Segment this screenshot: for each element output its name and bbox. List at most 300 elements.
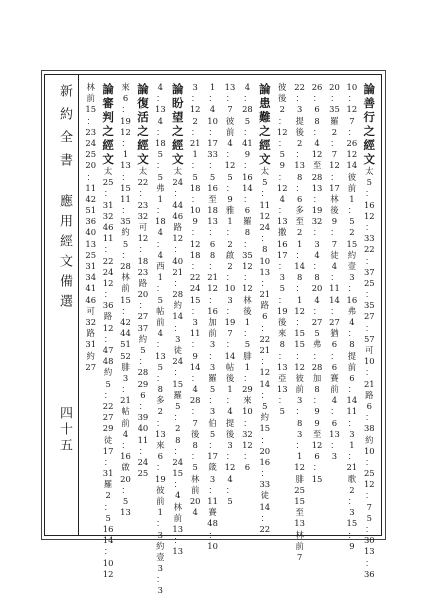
- column-token: 文: [363, 152, 376, 166]
- column-token: ：: [156, 372, 165, 383]
- column-token: 16: [346, 294, 358, 305]
- column-token: ：: [330, 227, 339, 238]
- column-token: ：: [190, 372, 200, 383]
- column-token: ：: [156, 93, 165, 104]
- column-token: 19: [120, 115, 131, 126]
- column-token: 太: [173, 166, 182, 176]
- column-token: 33: [259, 479, 271, 490]
- column-token: 12: [242, 440, 253, 450]
- column-token: ：: [365, 188, 374, 199]
- column-token: 復: [137, 96, 149, 110]
- column-token: 4: [331, 395, 338, 406]
- column-token: 10: [346, 82, 358, 92]
- column-token: 31: [85, 261, 97, 271]
- column-token: 至: [208, 193, 217, 204]
- column-token: 32: [242, 428, 253, 439]
- column-token: 路: [138, 277, 148, 288]
- column-token: 15: [294, 328, 305, 339]
- column-token: ：: [243, 160, 252, 171]
- column-token: 啟: [121, 462, 130, 473]
- running-head: [52, 84, 76, 314]
- column-token: 6: [314, 451, 320, 462]
- column-token: 4: [157, 328, 164, 339]
- column-token: 5: [105, 378, 111, 389]
- column-token: ：: [243, 328, 252, 339]
- column-token: 提: [347, 350, 357, 361]
- column-token: 論: [172, 82, 184, 96]
- column-token: 9: [331, 216, 338, 227]
- margin-divider-line: [78, 74, 79, 536]
- column-token: 5: [157, 294, 164, 305]
- text-column: [344, 82, 360, 551]
- column-token: 3: [209, 339, 216, 350]
- column-token: ：: [173, 535, 182, 546]
- column-token: 3: [227, 440, 233, 450]
- column-token: 前: [156, 495, 165, 506]
- column-token: 5: [122, 238, 129, 249]
- column-token: 文: [137, 152, 149, 166]
- column-token: 13: [155, 350, 166, 361]
- column-token: 1: [157, 507, 164, 518]
- column-token: ：: [208, 93, 217, 104]
- column-token: 15: [346, 518, 358, 529]
- column-token: ：: [208, 126, 217, 137]
- column-token: 活: [137, 110, 149, 124]
- column-token: 17: [102, 445, 114, 456]
- column-token: ：: [312, 462, 322, 473]
- column-token: 前: [208, 328, 217, 339]
- column-token: 林: [190, 473, 200, 484]
- column-token: 5: [262, 177, 268, 188]
- column-token: 15: [172, 378, 184, 389]
- column-token: ：: [138, 188, 148, 199]
- column-token: 文: [259, 152, 271, 166]
- column-token: 3: [227, 294, 233, 305]
- column-token: 15: [172, 468, 184, 479]
- column-token: 13: [276, 361, 288, 372]
- column-token: 後: [278, 93, 287, 104]
- column-token: 46: [102, 221, 114, 232]
- column-token: 15: [311, 473, 323, 484]
- column-token: 9: [314, 406, 320, 417]
- column-token: 腓: [295, 473, 304, 484]
- running-head-text: 新約全書: [57, 84, 72, 176]
- column-token: 雅: [225, 205, 235, 216]
- column-token: 15: [120, 294, 131, 305]
- column-token: 18: [189, 182, 201, 193]
- column-token: 21: [259, 345, 271, 355]
- column-token: 5: [279, 283, 285, 294]
- column-token: 太: [365, 166, 374, 176]
- column-token: ：: [295, 249, 304, 260]
- column-token: 13: [120, 160, 131, 171]
- column-token: 40: [85, 227, 97, 238]
- column-token: 27: [85, 361, 97, 372]
- column-token: 路: [173, 221, 182, 232]
- column-token: 25: [363, 277, 375, 288]
- column-token: 3: [192, 316, 198, 327]
- column-token: 前: [225, 126, 235, 137]
- column-token: 48: [102, 356, 114, 367]
- column-token: 20: [137, 289, 149, 300]
- column-token: 前: [173, 512, 182, 523]
- column-token: 20: [259, 445, 271, 456]
- column-token: 13: [120, 507, 131, 518]
- column-token: 3: [296, 104, 303, 115]
- text-column: [152, 82, 168, 596]
- column-token: 40: [137, 423, 149, 434]
- column-token: 14: [329, 294, 340, 305]
- column-token: 15: [189, 294, 201, 305]
- column-token: 5: [209, 384, 216, 395]
- column-token: 提: [295, 115, 304, 126]
- column-token: 後: [225, 428, 235, 439]
- column-token: 12: [242, 283, 253, 294]
- column-token: 彼: [278, 82, 287, 92]
- column-token: 至: [295, 216, 304, 227]
- column-token: 20: [329, 82, 340, 92]
- column-token: 文: [102, 152, 114, 166]
- column-token: 13: [294, 160, 305, 171]
- column-token: 4: [314, 294, 320, 305]
- column-token: 前: [295, 540, 304, 551]
- column-token: 5: [349, 216, 355, 227]
- column-token: 22: [363, 244, 375, 255]
- column-token: 7: [227, 328, 233, 339]
- column-token: 判: [102, 110, 114, 124]
- column-token: 4: [331, 261, 338, 271]
- column-token: ：: [295, 350, 304, 361]
- column-token: 論: [363, 82, 376, 96]
- column-token: 2: [349, 484, 355, 495]
- column-token: 4: [175, 490, 181, 501]
- column-token: ：: [312, 93, 322, 104]
- column-token: ：: [156, 283, 165, 294]
- column-token: 弗: [347, 305, 357, 316]
- column-token: 3: [349, 428, 355, 439]
- column-token: 4: [122, 428, 129, 439]
- column-token: ：: [260, 188, 269, 199]
- column-token: ：: [225, 305, 235, 316]
- column-token: 12: [224, 462, 236, 473]
- column-token: 12: [346, 104, 358, 115]
- column-token: 約: [86, 350, 95, 361]
- column-token: 至: [312, 160, 322, 171]
- column-token: ：: [156, 205, 165, 216]
- column-token: 8: [192, 440, 198, 450]
- column-token: 18: [207, 205, 218, 216]
- column-token: 16: [276, 238, 288, 249]
- column-token: 16: [363, 199, 375, 210]
- column-token: ：: [243, 417, 252, 428]
- column-token: 12: [259, 210, 271, 221]
- column-token: 林: [121, 272, 130, 283]
- column-token: ：: [138, 300, 148, 311]
- column-token: 善: [363, 96, 376, 110]
- column-token: 5: [279, 406, 285, 417]
- column-token: ：: [121, 440, 130, 450]
- column-token: 6: [331, 417, 338, 428]
- column-token: 8: [349, 339, 355, 350]
- column-token: 林: [330, 193, 339, 204]
- column-token: 路: [365, 389, 374, 400]
- column-token: 前: [190, 484, 200, 495]
- column-token: 37: [137, 322, 149, 333]
- column-token: 15: [294, 495, 305, 506]
- column-token: 5: [157, 149, 164, 160]
- column-token: ：: [190, 406, 200, 417]
- column-token: 19: [311, 205, 323, 216]
- column-token: 16: [242, 171, 253, 182]
- column-token: 前: [86, 93, 95, 104]
- column-token: ：: [156, 518, 165, 529]
- column-token: 後: [190, 428, 200, 439]
- column-token: 7: [192, 417, 198, 428]
- column-token: ：: [121, 104, 130, 115]
- column-token: 15: [120, 182, 131, 193]
- column-token: 3: [209, 406, 216, 417]
- column-token: 9: [349, 540, 355, 551]
- column-token: 路: [260, 300, 269, 311]
- column-token: 21: [346, 462, 358, 473]
- column-token: ：: [295, 283, 304, 294]
- column-token: 33: [363, 233, 375, 244]
- column-token: ：: [278, 294, 287, 305]
- column-token: 經: [363, 138, 376, 152]
- column-token: 約: [121, 227, 130, 238]
- column-token: 弗: [156, 182, 165, 193]
- column-token: 12: [102, 322, 114, 333]
- section-title: 應用經文備選: [57, 194, 72, 314]
- column-token: ：: [190, 339, 200, 350]
- column-token: 6: [157, 451, 164, 462]
- column-token: ：: [295, 149, 304, 160]
- column-token: ：: [295, 440, 304, 450]
- column-token: ：: [330, 406, 339, 417]
- column-token: 52: [120, 350, 131, 361]
- column-token: ：: [121, 205, 130, 216]
- column-token: 5: [175, 400, 181, 411]
- column-token: 3: [349, 272, 355, 283]
- column-token: 4: [279, 193, 285, 204]
- column-token: 5: [192, 462, 198, 473]
- column-token: 後: [225, 372, 235, 383]
- column-token: ：: [260, 277, 269, 288]
- column-token: 之: [172, 124, 184, 138]
- column-token: 太: [138, 166, 148, 176]
- column-token: ：: [190, 160, 200, 171]
- column-token: 1: [157, 272, 164, 283]
- text-column: [257, 82, 273, 534]
- column-token: 多: [156, 395, 165, 406]
- column-token: 18: [155, 216, 166, 227]
- column-token: 36: [363, 568, 375, 579]
- column-token: 2: [227, 261, 233, 271]
- column-token: 11: [120, 193, 131, 204]
- column-token: 望: [172, 110, 184, 124]
- column-token: 8: [175, 434, 181, 445]
- column-token: 3: [209, 473, 216, 484]
- column-token: 19: [155, 473, 166, 484]
- column-token: 1: [122, 149, 129, 160]
- column-token: 9: [192, 350, 198, 361]
- column-token: 13: [207, 216, 218, 227]
- column-token: 13: [155, 104, 166, 115]
- column-token: 19: [276, 305, 288, 316]
- column-token: 1: [244, 316, 251, 327]
- column-token: ：: [330, 305, 339, 316]
- column-token: ：: [190, 451, 200, 462]
- column-token: ：: [243, 126, 252, 137]
- column-token: 賽: [330, 372, 339, 383]
- column-token: 8: [314, 272, 320, 283]
- column-token: ：: [278, 205, 287, 216]
- column-token: 啟: [225, 249, 235, 260]
- column-token: 12: [294, 361, 305, 372]
- column-token: 17: [329, 182, 340, 193]
- column-token: 賽: [208, 507, 217, 518]
- column-token: 12: [120, 126, 131, 137]
- column-token: 1: [244, 361, 251, 372]
- column-token: 至: [295, 507, 304, 518]
- column-token: 48: [207, 518, 218, 529]
- column-token: 44: [172, 199, 184, 210]
- column-token: 患: [259, 96, 271, 110]
- column-token: 加: [312, 372, 322, 383]
- column-token: 腓: [121, 361, 130, 372]
- column-token: 11: [137, 434, 149, 445]
- column-token: ：: [243, 238, 252, 249]
- column-token: 39: [137, 412, 149, 423]
- column-token: 41: [242, 137, 253, 148]
- column-token: 17: [207, 451, 218, 462]
- column-token: 24: [85, 137, 97, 148]
- column-token: ：: [260, 233, 269, 244]
- column-token: 羅: [103, 479, 113, 490]
- column-token: 14: [294, 261, 305, 271]
- column-token: 27: [102, 412, 114, 423]
- column-token: 22: [259, 333, 271, 344]
- column-token: 彼: [347, 171, 357, 182]
- column-token: 21: [207, 272, 218, 283]
- column-token: 林: [295, 529, 304, 540]
- text-column: [239, 82, 255, 528]
- column-token: 10: [189, 205, 201, 216]
- column-token: 行: [363, 110, 376, 124]
- column-token: 5: [262, 400, 268, 411]
- column-token: 6: [331, 361, 338, 372]
- column-token: 14: [189, 361, 201, 372]
- column-token: 6: [244, 462, 251, 473]
- column-token: 51: [120, 339, 131, 350]
- column-token: 15: [346, 238, 358, 249]
- column-token: 12: [224, 160, 236, 171]
- column-token: 林: [173, 501, 182, 512]
- text-column: [135, 82, 151, 528]
- column-token: 24: [172, 456, 184, 467]
- column-token: 18: [137, 255, 149, 266]
- column-token: 羅: [330, 115, 339, 126]
- column-token: 27: [137, 311, 149, 322]
- column-token: ：: [173, 412, 182, 423]
- column-token: 7: [331, 149, 338, 160]
- column-token: 歌: [347, 473, 357, 484]
- column-token: 難: [259, 110, 271, 124]
- column-token: 11: [329, 283, 340, 294]
- column-token: 25: [102, 177, 114, 188]
- column-token: 11: [259, 199, 271, 210]
- column-token: ：: [121, 249, 130, 260]
- column-token: 10: [242, 406, 253, 417]
- column-token: ：: [365, 289, 374, 300]
- column-token: 西: [156, 261, 165, 271]
- column-token: 徒: [330, 249, 339, 260]
- column-token: 12: [311, 149, 323, 160]
- column-token: 20: [311, 283, 323, 294]
- column-token: 19: [224, 316, 236, 327]
- column-token: 4: [227, 406, 233, 417]
- column-token: 羅: [208, 372, 217, 383]
- column-token: 4: [157, 115, 164, 126]
- column-token: ：: [347, 283, 357, 294]
- column-token: ：: [260, 512, 269, 523]
- column-token: 約: [347, 249, 357, 260]
- column-token: 21: [172, 266, 184, 277]
- column-token: ：: [121, 171, 130, 182]
- column-token: 11: [189, 328, 201, 339]
- column-token: ：: [103, 289, 113, 300]
- column-token: 5: [209, 171, 216, 182]
- column-token: 18: [189, 249, 201, 260]
- text-column: [309, 82, 325, 528]
- column-token: ：: [260, 322, 269, 333]
- column-token: ：: [173, 277, 182, 288]
- column-token: 12: [294, 462, 305, 473]
- column-token: 29: [242, 384, 253, 395]
- text-column: [292, 82, 308, 562]
- column-token: ：: [208, 294, 217, 305]
- column-token: 11: [207, 495, 218, 506]
- column-token: 12: [102, 277, 114, 288]
- column-token: 伯: [208, 417, 217, 428]
- column-token: 25: [137, 468, 149, 479]
- column-token: 5: [244, 339, 251, 350]
- column-token: 羅: [173, 389, 182, 400]
- column-token: 3: [296, 395, 303, 406]
- column-token: 22: [137, 177, 149, 188]
- column-token: ：: [365, 367, 374, 378]
- column-token: 3: [279, 272, 285, 283]
- column-token: 徒: [173, 345, 182, 355]
- column-token: ：: [208, 529, 217, 540]
- column-token: ：: [365, 557, 374, 568]
- column-token: ：: [365, 456, 374, 467]
- column-token: ：: [278, 137, 287, 148]
- column-token: 4: [209, 104, 216, 115]
- column-token: 16: [259, 456, 271, 467]
- column-token: 6: [296, 193, 303, 204]
- column-token: 33: [207, 149, 218, 160]
- column-token: 7: [349, 115, 355, 126]
- column-token: ：: [103, 546, 113, 557]
- column-token: 46: [85, 294, 97, 305]
- column-token: 25: [294, 484, 305, 495]
- column-token: 林: [86, 82, 95, 92]
- column-token: 13: [311, 182, 323, 193]
- column-token: 8: [279, 339, 285, 350]
- column-token: 32: [102, 210, 114, 221]
- column-token: ：: [312, 305, 322, 316]
